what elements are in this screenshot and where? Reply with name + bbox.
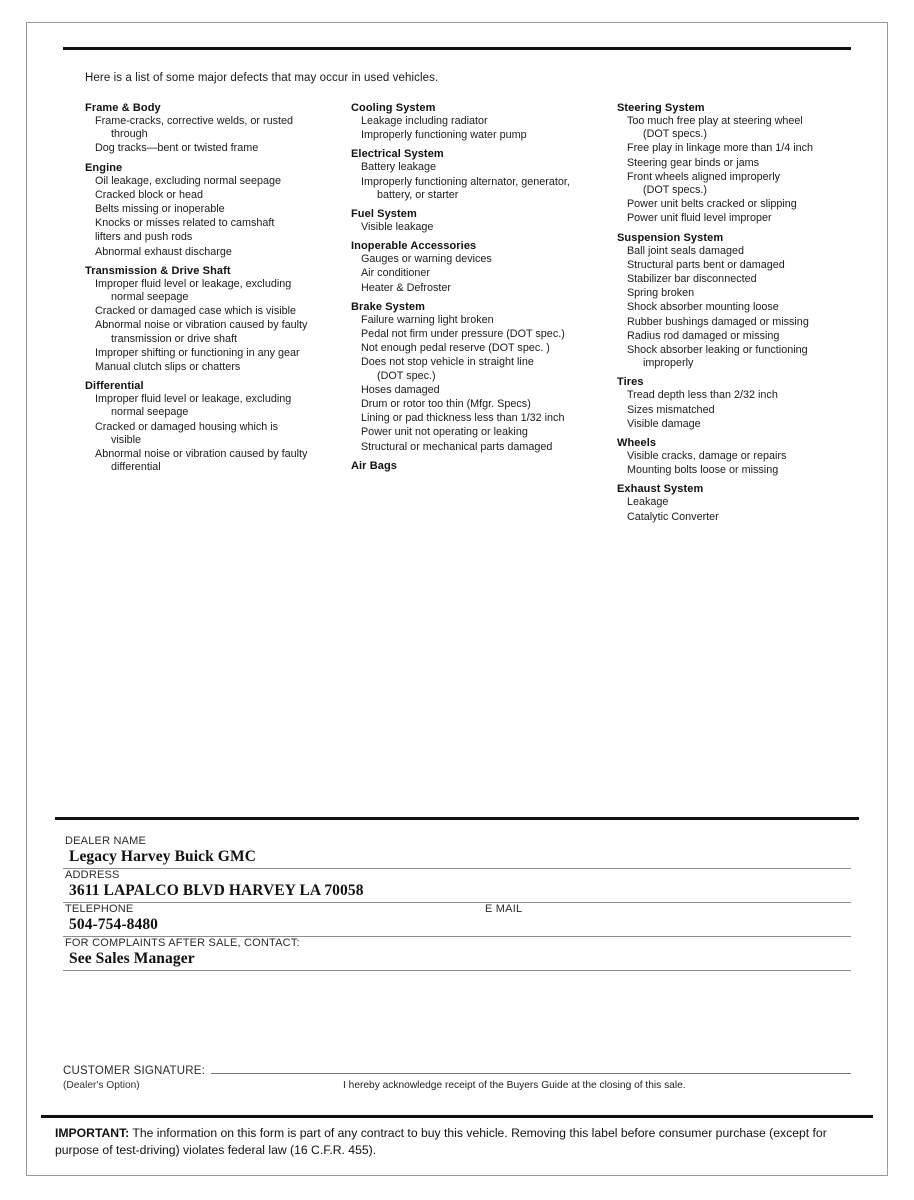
dealer-address-value: 3611 LAPALCO BLVD HARVEY LA 70058 xyxy=(69,882,364,899)
defect-group xyxy=(617,437,865,477)
defect-group xyxy=(617,102,865,226)
list-item-continuation: normal seepage xyxy=(111,291,189,304)
defect-group xyxy=(85,265,341,374)
list-item-continuation: (DOT specs.) xyxy=(642,184,707,197)
list-item: Tread depth less than 2/32 inch xyxy=(626,389,778,402)
list-item: Structural parts bent or damaged xyxy=(626,258,785,271)
defect-group xyxy=(351,240,607,295)
list-item: Cracked or damaged housing which is visible xyxy=(95,421,341,447)
list-item: Dog tracks—bent or twisted frame xyxy=(95,142,259,155)
list-item: Structural or mechanical parts damaged xyxy=(360,440,553,453)
defect-group xyxy=(351,208,607,234)
signature-subrow xyxy=(63,1080,851,1091)
group-title: Wheels xyxy=(616,437,657,450)
complaints-label: FOR COMPLAINTS AFTER SALE, CONTACT: xyxy=(65,937,300,949)
telephone-label: TELEPHONE xyxy=(65,903,134,915)
group-items xyxy=(351,115,607,142)
list-item: Visible damage xyxy=(626,417,701,430)
telephone-value: 504-754-8480 xyxy=(69,916,159,933)
list-item: Steering gear binds or jams xyxy=(626,156,759,169)
defect-group xyxy=(351,460,607,472)
list-item: Too much free play at steering wheel (DOT specs.) xyxy=(627,115,865,141)
list-item: Manual clutch slips or chatters xyxy=(95,361,241,374)
list-item: Cracked or damaged case which is visible xyxy=(95,305,297,318)
list-item: Knocks or misses related to camshaft xyxy=(95,217,275,230)
list-item: Cracked block or head xyxy=(95,188,204,201)
list-item: Front wheels aligned improperly (DOT specs.) xyxy=(627,171,865,197)
group-title: Brake System xyxy=(350,300,425,313)
defect-group xyxy=(617,376,865,431)
list-item-continuation: (DOT specs.) xyxy=(642,128,707,141)
list-item: Visible cracks, damage or repairs xyxy=(626,450,787,463)
group-title: Suspension System xyxy=(616,231,724,244)
list-item: Abnormal noise or vibration caused by faulty differential xyxy=(95,448,341,474)
defects-columns xyxy=(85,102,865,525)
list-item-continuation: transmission or drive shaft xyxy=(111,332,238,345)
group-title: Fuel System xyxy=(350,208,417,221)
group-title: Differential xyxy=(85,380,144,393)
defect-group xyxy=(85,162,341,259)
group-title: Engine xyxy=(85,161,123,174)
list-item: Drum or rotor too thin (Mfgr. Specs) xyxy=(360,398,531,411)
signature-block xyxy=(63,1065,851,1091)
defects-column-2 xyxy=(351,102,617,525)
dealer-section-divider xyxy=(55,817,859,820)
form-sheet xyxy=(26,22,888,1176)
group-items xyxy=(85,115,341,156)
group-title: Tires xyxy=(616,376,644,389)
list-item: Frame-cracks, corrective welds, or rusted through xyxy=(95,115,341,141)
group-items xyxy=(617,115,865,226)
group-items xyxy=(351,221,607,234)
group-title: Transmission & Drive Shaft xyxy=(85,264,231,277)
important-lead: IMPORTANT: xyxy=(55,1126,130,1140)
defects-column-3 xyxy=(617,102,865,525)
list-item: Improper fluid level or leakage, excluding normal seepage xyxy=(95,393,341,419)
group-items xyxy=(85,393,341,474)
list-item: Lining or pad thickness less than 1/32 inch xyxy=(360,412,565,425)
group-title: Frame & Body xyxy=(85,102,161,114)
dealer-name-value: Legacy Harvey Buick GMC xyxy=(69,848,256,865)
defect-group xyxy=(617,232,865,371)
list-item: Improper shifting or functioning in any gear xyxy=(95,346,300,359)
group-items xyxy=(617,389,865,431)
list-item: Failure warning light broken xyxy=(360,313,494,326)
list-item-continuation: through xyxy=(111,128,148,141)
complaints-value: See Sales Manager xyxy=(69,950,195,967)
list-item: Catalytic Converter xyxy=(626,510,719,523)
list-item: Spring broken xyxy=(626,287,695,300)
email-value xyxy=(483,915,851,918)
intro-text: Here is a list of some major defects that may occur in used vehicles. xyxy=(85,72,439,84)
group-items xyxy=(85,175,341,259)
list-item-continuation: normal seepage xyxy=(111,406,189,419)
dealer-address-field xyxy=(63,869,851,903)
signature-line[interactable] xyxy=(211,1073,851,1074)
list-item-continuation: improperly xyxy=(642,357,694,370)
list-item-continuation: differential xyxy=(111,461,161,474)
list-item: Does not stop vehicle in straight line (DOT spec.) xyxy=(361,356,607,382)
dealer-name-field xyxy=(63,835,851,869)
dealer-name-label: DEALER NAME xyxy=(65,835,147,847)
defect-group xyxy=(351,148,607,202)
group-title: Inoperable Accessories xyxy=(350,240,477,253)
customer-signature-label: CUSTOMER SIGNATURE: xyxy=(63,1065,206,1077)
group-title: Exhaust System xyxy=(616,483,704,496)
list-item: Improperly functioning alternator, generator, battery, or starter xyxy=(361,176,607,202)
group-items xyxy=(351,253,607,295)
list-item: Power unit belts cracked or slipping xyxy=(626,198,797,211)
list-item: Sizes mismatched xyxy=(626,403,715,416)
list-item: Ball joint seals damaged xyxy=(626,244,745,257)
defect-group xyxy=(351,301,607,454)
list-item: Abnormal exhaust discharge xyxy=(95,245,232,258)
list-item: Power unit not operating or leaking xyxy=(360,426,528,439)
email-label: E MAIL xyxy=(485,903,523,915)
list-item-continuation: visible xyxy=(111,433,142,446)
defects-column-1 xyxy=(85,102,351,525)
dealer-contact-row xyxy=(63,903,851,937)
dealer-info-block xyxy=(63,835,851,971)
list-item-continuation: battery, or starter xyxy=(376,188,459,201)
defect-group xyxy=(85,380,341,474)
list-item: Leakage including radiator xyxy=(360,115,488,127)
group-items xyxy=(617,450,865,477)
list-item: Visible leakage xyxy=(360,221,434,234)
group-items xyxy=(617,496,865,523)
list-item: Radius rod damaged or missing xyxy=(626,329,780,342)
list-item: Air conditioner xyxy=(360,267,430,280)
list-item: Stabilizer bar disconnected xyxy=(626,273,757,286)
list-item-continuation: (DOT spec.) xyxy=(376,369,436,382)
list-item: Not enough pedal reserve (DOT spec. ) xyxy=(360,342,550,355)
important-divider xyxy=(41,1115,873,1118)
list-item: Heater & Defroster xyxy=(360,281,451,294)
list-item: Rubber bushings damaged or missing xyxy=(626,315,809,328)
list-item: Belts missing or inoperable xyxy=(95,203,225,216)
group-items xyxy=(617,245,865,371)
list-item: Abnormal noise or vibration caused by faulty transmission or drive shaft xyxy=(95,319,341,345)
acknowledgement-text: I hereby acknowledge receipt of the Buyers Guide at the closing of this sale. xyxy=(343,1080,686,1091)
list-item: Oil leakage, excluding normal seepage xyxy=(95,174,282,187)
group-title: Steering System xyxy=(616,102,705,114)
group-title: Cooling System xyxy=(350,102,436,114)
important-notice xyxy=(55,1125,853,1158)
signature-row[interactable] xyxy=(63,1065,851,1077)
list-item: lifters and push rods xyxy=(95,231,193,244)
list-item: Battery leakage xyxy=(360,161,437,174)
important-text: The information on this form is part of any contract to buy this vehicle. Removing this label before consumer purchase (except for purpose of test-driving) violates federal law (16 C.F.R. 455). xyxy=(55,1126,827,1157)
top-divider xyxy=(63,47,851,50)
list-item: Shock absorber leaking or functioning improperly xyxy=(627,344,865,370)
group-items xyxy=(351,161,607,202)
list-item: Shock absorber mounting loose xyxy=(626,301,779,314)
group-title: Electrical System xyxy=(350,148,444,161)
field-underline xyxy=(63,970,851,971)
list-item: Improperly functioning water pump xyxy=(360,129,527,142)
group-title: Air Bags xyxy=(350,459,398,472)
group-items xyxy=(351,314,607,454)
list-item: Mounting bolts loose or missing xyxy=(626,464,779,477)
list-item: Free play in linkage more than 1/4 inch xyxy=(626,142,814,155)
list-item: Gauges or warning devices xyxy=(360,253,492,266)
dealer-address-label: ADDRESS xyxy=(65,869,120,881)
form-inner xyxy=(27,23,887,1175)
defect-group xyxy=(351,102,607,142)
complaints-field xyxy=(63,937,851,971)
list-item: Power unit fluid level improper xyxy=(626,212,772,225)
defect-group xyxy=(85,102,341,156)
dealers-option-note: (Dealer's Option) xyxy=(63,1080,140,1091)
group-items xyxy=(85,278,341,374)
list-item: Leakage xyxy=(626,496,669,509)
list-item: Hoses damaged xyxy=(360,383,440,396)
list-item: Pedal not firm under pressure (DOT spec.) xyxy=(360,328,565,341)
list-item: Improper fluid level or leakage, excluding normal seepage xyxy=(95,278,341,304)
defect-group xyxy=(617,483,865,523)
